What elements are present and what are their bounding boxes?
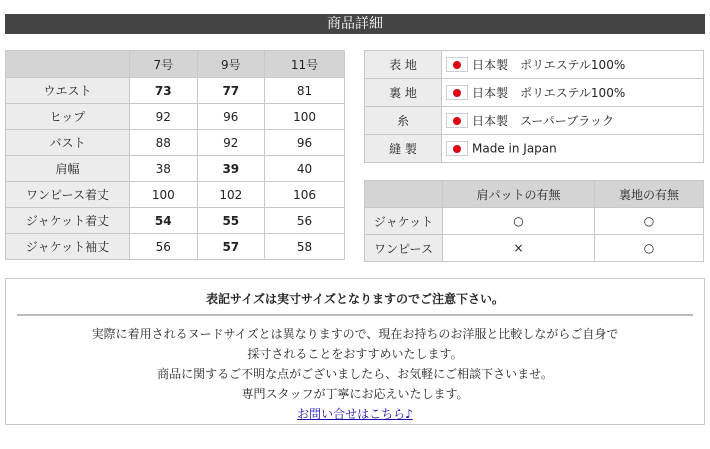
material-label: 裏 地 — [365, 79, 442, 107]
size-cell: 39 — [197, 156, 265, 182]
size-notice-box — [5, 278, 705, 425]
size-cell: 56 — [265, 208, 345, 234]
size-table-header-row — [6, 51, 345, 78]
notice-line: 専門スタッフが丁寧にお応えいたします。 — [241, 387, 469, 401]
size-cell: 100 — [130, 182, 198, 208]
pad-row-label: ワンピース — [365, 235, 443, 262]
material-value-cell — [442, 51, 704, 79]
notice-line: 実際に着用されるヌードサイズとは異なりますので、現在お持ちのお洋服と比較しながらご自身で — [91, 327, 619, 341]
size-header-9: 9号 — [197, 51, 265, 78]
notice-divider — [17, 314, 693, 316]
material-value: 日本製 ポリエステル100% — [472, 58, 626, 72]
size-cell: 106 — [265, 182, 345, 208]
size-cell: 102 — [197, 182, 265, 208]
table-row — [6, 104, 345, 130]
size-cell: 77 — [197, 78, 265, 104]
size-row-label: ジャケット着丈 — [6, 208, 130, 234]
pad-cell: ○ — [443, 208, 595, 235]
size-row-label: ヒップ — [6, 104, 130, 130]
size-cell: 55 — [197, 208, 265, 234]
size-row-label: ワンピース着丈 — [6, 182, 130, 208]
table-row — [365, 235, 704, 262]
size-cell: 57 — [197, 234, 265, 260]
notice-line: 商品に関するご不明な点がございましたら、お気軽にご相談下さいませ。 — [157, 367, 553, 381]
size-header-blank — [6, 51, 130, 78]
size-cell: 92 — [197, 130, 265, 156]
size-row-label: バスト — [6, 130, 130, 156]
material-value: 日本製 ポリエステル100% — [472, 86, 626, 100]
pad-table-header-row — [365, 181, 704, 208]
material-value-cell — [442, 135, 704, 163]
table-row — [6, 130, 345, 156]
japan-flag-icon — [446, 85, 468, 100]
pad-cell: × — [443, 235, 595, 262]
notice-heading: 表記サイズは実寸サイズとなりますのでご注意下さい。 — [205, 292, 505, 306]
table-row — [365, 51, 704, 79]
material-label: 縫 製 — [365, 135, 442, 163]
table-row — [365, 135, 704, 163]
pad-header-blank — [365, 181, 443, 208]
size-header-7: 7号 — [130, 51, 198, 78]
material-value: Made in Japan — [472, 141, 557, 156]
size-cell: 54 — [130, 208, 198, 234]
pad-header-lining: 裏地の有無 — [594, 181, 703, 208]
size-cell: 92 — [130, 104, 198, 130]
pad-cell: ○ — [594, 235, 703, 262]
notice-line: 採寸されることをおすすめいたします。 — [247, 347, 463, 361]
size-cell: 100 — [265, 104, 345, 130]
size-cell: 96 — [265, 130, 345, 156]
table-row — [6, 182, 345, 208]
japan-flag-icon — [446, 141, 468, 156]
table-row — [6, 234, 345, 260]
size-header-11: 11号 — [265, 51, 345, 78]
material-label: 表 地 — [365, 51, 442, 79]
notice-body — [6, 324, 704, 424]
size-table — [5, 50, 345, 260]
table-row — [365, 79, 704, 107]
size-cell: 58 — [265, 234, 345, 260]
size-cell: 73 — [130, 78, 198, 104]
table-row — [6, 156, 345, 182]
material-table — [364, 50, 704, 163]
japan-flag-icon — [446, 57, 468, 72]
size-cell: 38 — [130, 156, 198, 182]
size-row-label: 肩幅 — [6, 156, 130, 182]
pad-lining-table — [364, 180, 704, 262]
japan-flag-icon — [446, 113, 468, 128]
material-value-cell — [442, 107, 704, 135]
table-row — [6, 208, 345, 234]
table-row — [6, 78, 345, 104]
size-cell: 96 — [197, 104, 265, 130]
size-row-label: ジャケット袖丈 — [6, 234, 130, 260]
material-label: 糸 — [365, 107, 442, 135]
pad-row-label: ジャケット — [365, 208, 443, 235]
table-row — [365, 208, 704, 235]
size-cell: 56 — [130, 234, 198, 260]
size-cell: 40 — [265, 156, 345, 182]
size-cell: 81 — [265, 78, 345, 104]
material-value: 日本製 スーパーブラック — [472, 114, 614, 128]
size-cell: 88 — [130, 130, 198, 156]
table-row — [365, 107, 704, 135]
pad-cell: ○ — [594, 208, 703, 235]
material-value-cell — [442, 79, 704, 107]
size-row-label: ウエスト — [6, 78, 130, 104]
pad-header-shoulder: 肩パットの有無 — [443, 181, 595, 208]
page-title: 商品詳細 — [5, 14, 705, 34]
contact-link[interactable]: お問い合せはこちら♪ — [297, 407, 413, 421]
